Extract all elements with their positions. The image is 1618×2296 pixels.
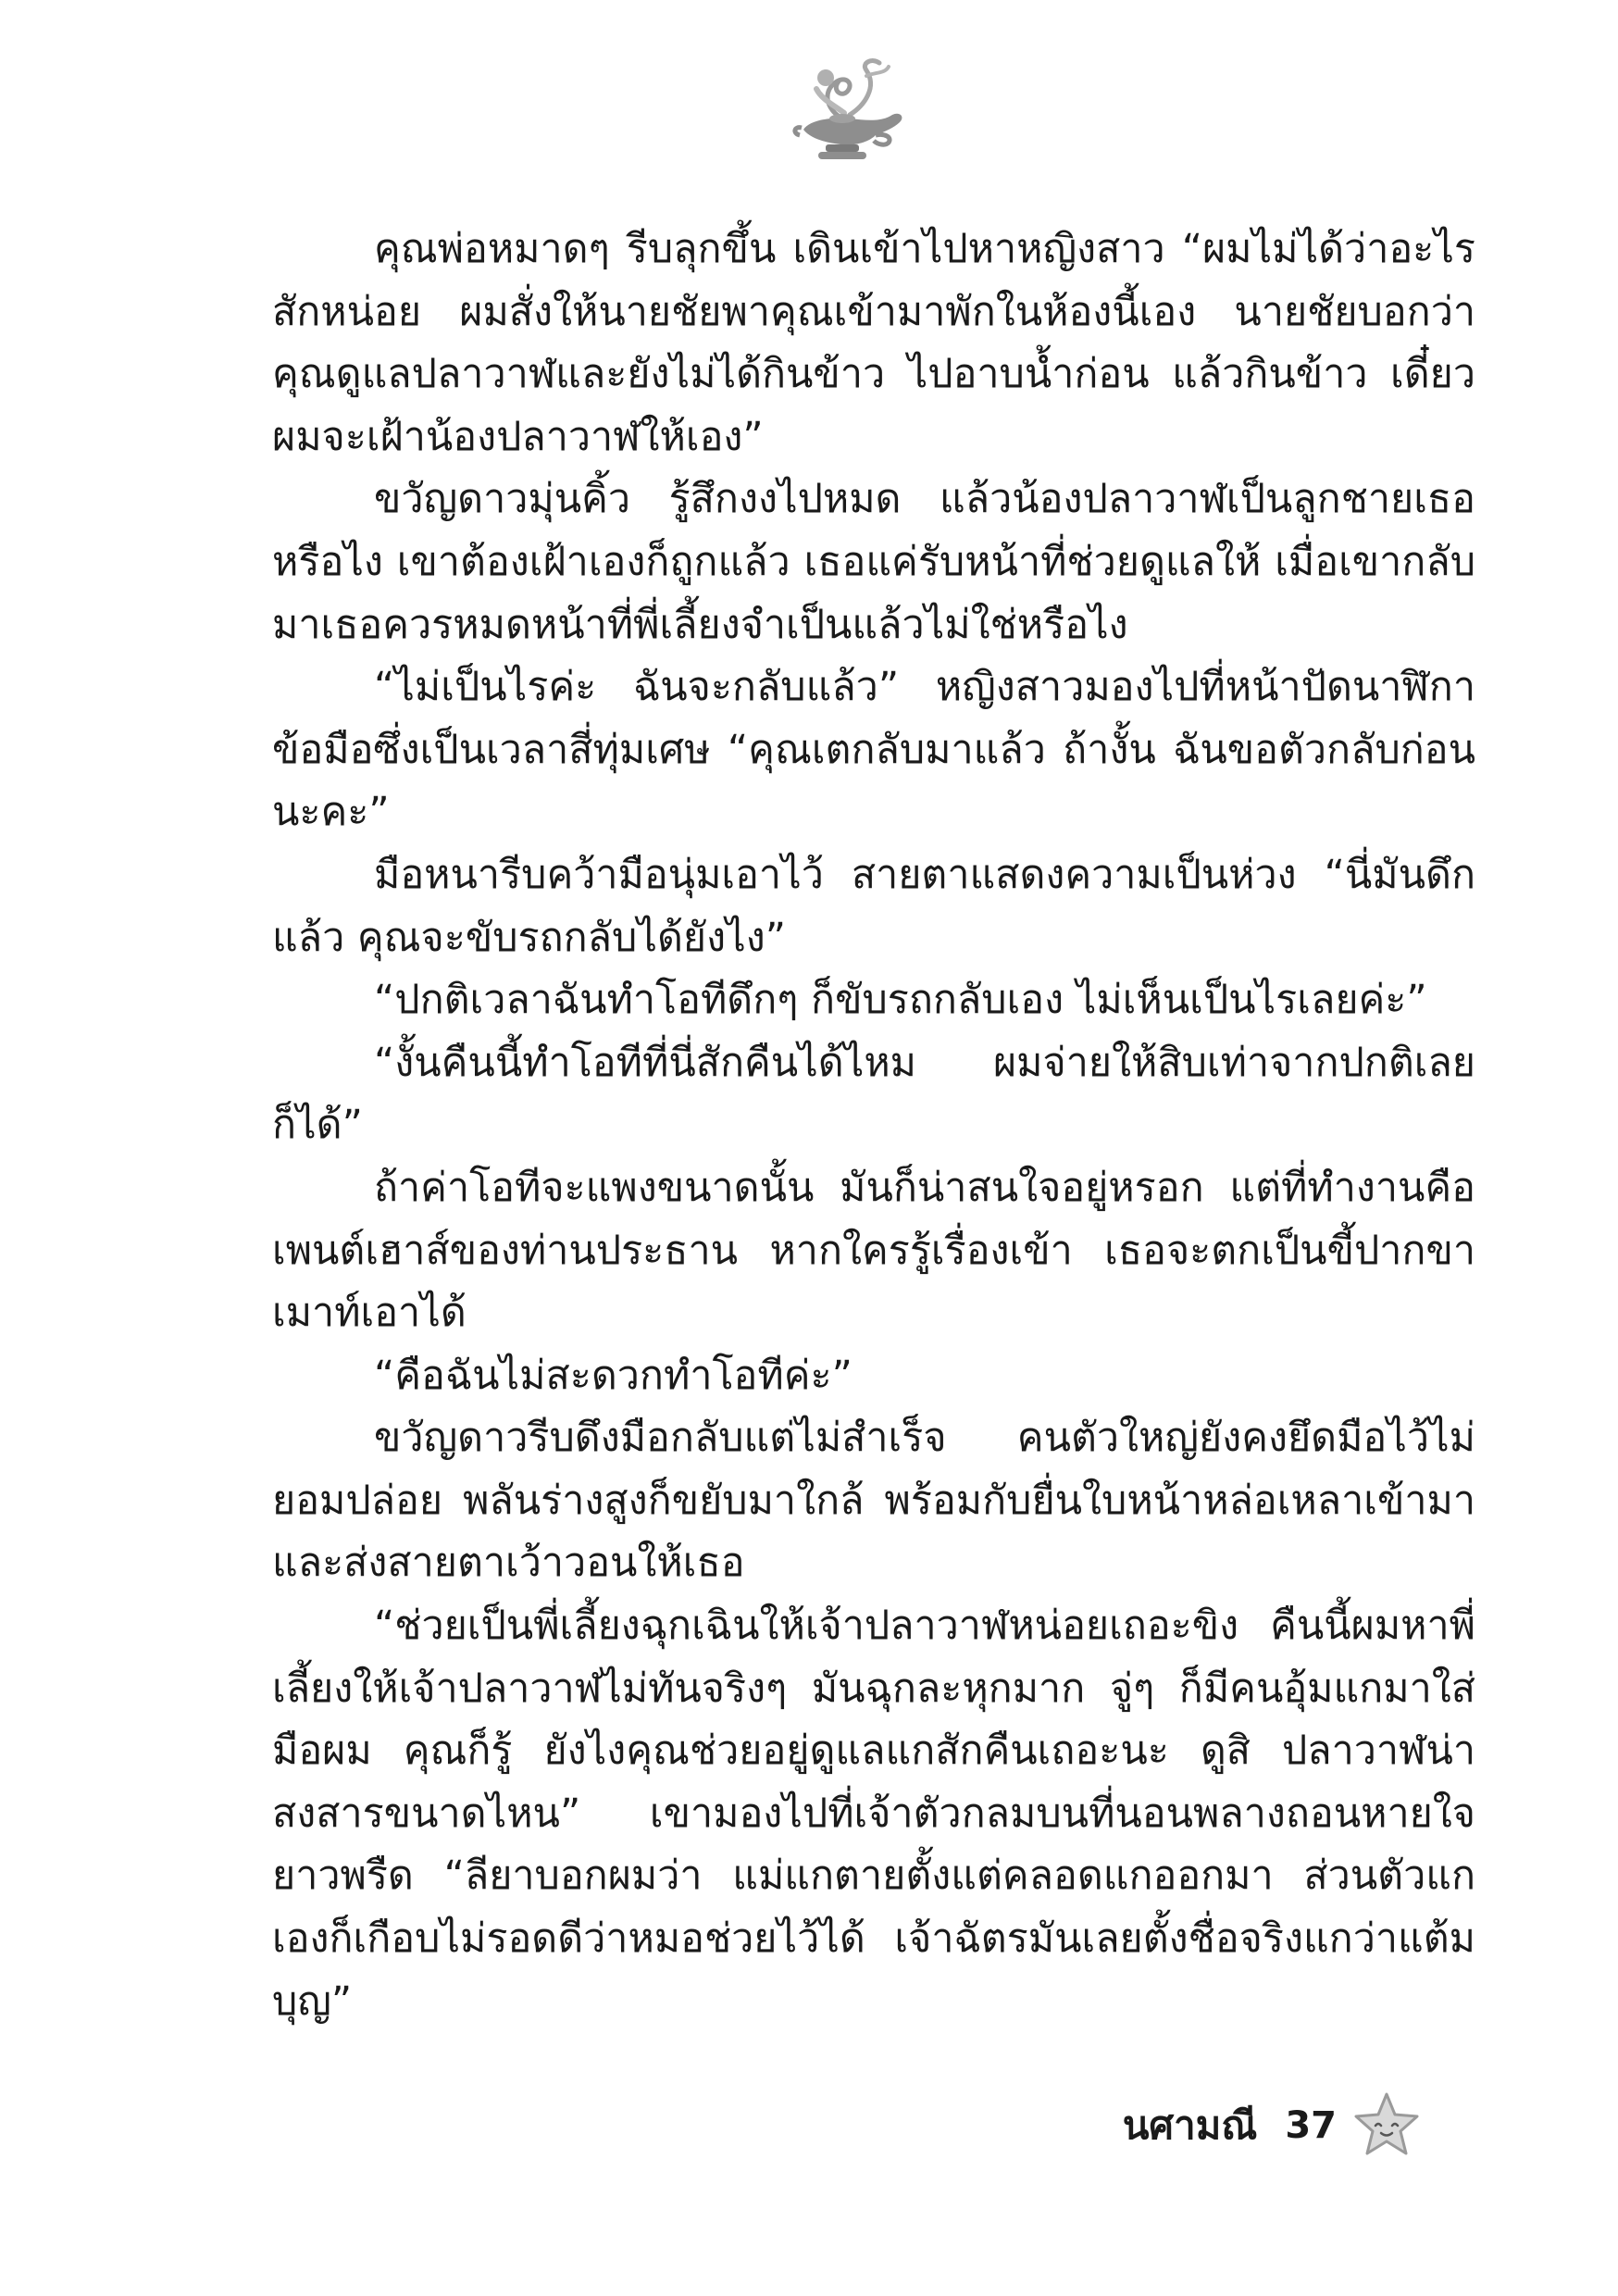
page-number: 37 bbox=[1285, 2104, 1337, 2147]
paragraph: “ช่วยเป็นพี่เลี้ยงฉุกเฉินให้เจ้าปลาวาฬหน่อยเถอะขิง คืนนี้ผมหาพี่เลี้ยงให้เจ้าปลาวาฬไม่ทันจริงๆ มันฉุกละหุกมาก จู่ๆ ก็มีคนอุ้มแกมาใส่มือผม คุณก็รู้ ยังไงคุณช่วยอยู่ดูแลแกสักคืนเถอะนะ ดูสิ ปลาวาฬน่าสงสารขนาดไหน” เขามองไปที่เจ้าตัวกลมบนที่นอนพลางถอนหายใจยาวพรืด “ลียาบอกผมว่า แม่แกตายตั้งแต่คลอดแกออกมา ส่วนตัวแกเองก็เกือบไม่รอดดีว่าหมอช่วยไว้ได้ เจ้าฉัตรมันเลยตั้งชื่อจริงแกว่าแต้มบุญ” bbox=[272, 1603, 1475, 2025]
story-text bbox=[272, 218, 1475, 2033]
smiling-star-icon bbox=[1350, 2089, 1424, 2163]
paragraph: “งั้นคืนนี้ทำโอทีที่นี่สักคืนได้ไหม ผมจ่ายให้สิบเท่าจากปกติเลยก็ได้” bbox=[272, 1039, 1475, 1149]
paragraph: มือหนารีบคว้ามือนุ่มเอาไว้ สายตาแสดงความเป็นห่วง “นี่มันดึกแล้ว คุณจะขับรถกลับได้ยังไง” bbox=[272, 851, 1475, 961]
paragraph: “ปกติเวลาฉันทำโอทีดึกๆ ก็ขับรถกลับเอง ไม่เห็นเป็นไรเลยค่ะ” bbox=[374, 977, 1427, 1024]
paragraph: ถ้าค่าโอทีจะแพงขนาดนั้น มันก็น่าสนใจอยู่หรอก แต่ที่ทำงานคือเพนต์เฮาส์ของท่านประธาน หากใครรู้เรื่องเข้า เธอจะตกเป็นขี้ปากขาเมาท์เอาได้ bbox=[272, 1164, 1475, 1337]
page-footer bbox=[1123, 2089, 1424, 2163]
paragraph: “ไม่เป็นไรค่ะ ฉันจะกลับแล้ว” หญิงสาวมองไปที่หน้าปัดนาฬิกาข้อมือซึ่งเป็นเวลาสี่ทุ่มเศษ “คุณเตกลับมาแล้ว ถ้างั้น ฉันขอตัวกลับก่อนนะคะ” bbox=[272, 664, 1475, 836]
paragraph: คุณพ่อหมาดๆ รีบลุกขึ้น เดินเข้าไปหาหญิงสาว “ผมไม่ได้ว่าอะไรสักหน่อย ผมสั่งให้นายชัยพาคุณเข้ามาพักในห้องนี้เอง นายชัยบอกว่าคุณดูแลปลาวาฬและยังไม่ได้กินข้าว ไปอาบน้ำก่อน แล้วกินข้าว เดี๋ยวผมจะเฝ้าน้องปลาวาฬให้เอง” bbox=[272, 226, 1475, 460]
magic-lamp-icon bbox=[789, 54, 911, 163]
paragraph: “คือฉันไม่สะดวกทำโอทีค่ะ” bbox=[374, 1352, 853, 1399]
paragraph: ขวัญดาวรีบดึงมือกลับแต่ไม่สำเร็จ คนตัวใหญ่ยังคงยึดมือไว้ไม่ยอมปล่อย พลันร่างสูงก็ขยับมาใกล้ พร้อมกับยื่นใบหน้าหล่อเหลาเข้ามาและส่งสายตาเว้าวอนให้เธอ bbox=[272, 1415, 1475, 1587]
paragraph: ขวัญดาวมุ่นคิ้ว รู้สึกงงไปหมด แล้วน้องปลาวาฬเป็นลูกชายเธอหรือไง เขาต้องเฝ้าเองก็ถูกแล้ว เธอแค่รับหน้าที่ช่วยดูแลให้ เมื่อเขากลับมาเธอควรหมดหน้าที่พี่เลี้ยงจำเป็นแล้วไม่ใช่หรือไง bbox=[272, 476, 1475, 648]
author-name: นศามณี bbox=[1122, 2103, 1258, 2148]
